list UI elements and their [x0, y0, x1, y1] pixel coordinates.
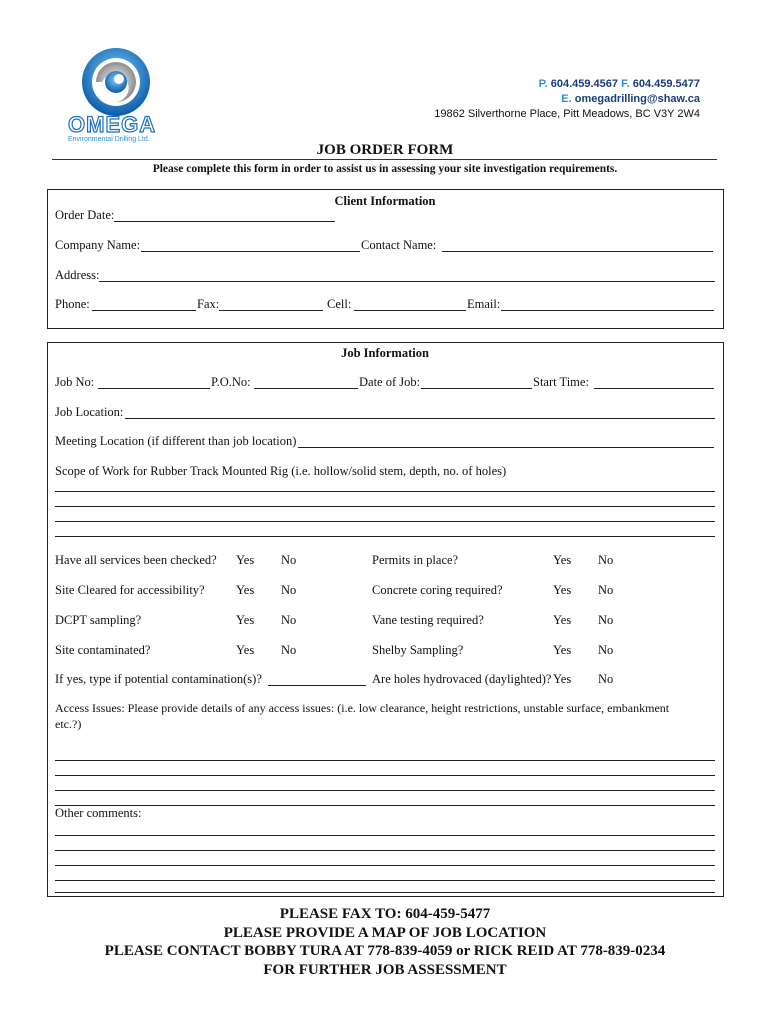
order-date-label: Order Date:: [55, 208, 115, 222]
phone-number: 604.459.4567: [550, 78, 619, 90]
no-option[interactable]: No: [281, 643, 297, 657]
job-no-field[interactable]: [98, 388, 210, 389]
no-option[interactable]: No: [598, 643, 614, 657]
yes-option[interactable]: Yes: [553, 553, 572, 567]
cell-field[interactable]: [354, 310, 466, 311]
access-issues-label: Access Issues: Please provide details of any access issues: (i.e. low clearance, height restrictions, unstable surface, embankment: [55, 701, 670, 715]
scope-line[interactable]: [55, 491, 715, 492]
logo-tagline: Environmental Drilling Ltd.: [68, 136, 150, 143]
no-option[interactable]: No: [598, 553, 614, 567]
client-information-section: [47, 189, 724, 329]
question-vane-testing: Vane testing required?: [372, 613, 484, 627]
comments-line[interactable]: [55, 835, 715, 836]
yes-option[interactable]: Yes: [553, 583, 572, 597]
comments-line[interactable]: [55, 880, 715, 881]
title-divider: [52, 159, 717, 160]
scope-line[interactable]: [55, 506, 715, 507]
date-of-job-field[interactable]: [421, 388, 532, 389]
access-issues-line[interactable]: [55, 790, 715, 791]
comments-line[interactable]: [55, 892, 715, 893]
job-no-label: Job No:: [55, 375, 95, 389]
comments-line[interactable]: [55, 865, 715, 866]
footer-contact-line: PLEASE CONTACT BOBBY TURA AT 778-839-4059 or RICK REID AT 778-839-0234: [104, 943, 666, 959]
question-services-checked: Have all services been checked?: [55, 553, 217, 567]
access-issues-line[interactable]: [55, 775, 715, 776]
question-shelby-sampling: Shelby Sampling?: [372, 643, 464, 657]
scope-line[interactable]: [55, 521, 715, 522]
question-site-cleared: Site Cleared for accessibility?: [55, 583, 205, 597]
omega-swirl-icon: [60, 42, 180, 122]
no-option[interactable]: No: [281, 613, 297, 627]
no-option[interactable]: No: [281, 583, 297, 597]
email-address[interactable]: omegadrilling@shaw.ca: [574, 93, 700, 105]
address-field[interactable]: [99, 281, 715, 282]
fax-label: F.: [621, 78, 630, 90]
cell-field-label: Cell:: [327, 297, 352, 311]
question-dcpt-sampling: DCPT sampling?: [55, 613, 142, 627]
fax-field[interactable]: [219, 310, 323, 311]
scope-of-work-label: Scope of Work for Rubber Track Mounted Rig (i.e. hollow/solid stem, depth, no. of holes): [55, 464, 507, 478]
po-no-field[interactable]: [254, 388, 358, 389]
job-info-heading: Job Information: [341, 346, 429, 360]
fax-field-label: Fax:: [197, 297, 220, 311]
yes-option[interactable]: Yes: [236, 613, 255, 627]
question-hydrovaced: Are holes hydrovaced (daylighted)?: [372, 672, 552, 686]
scope-line[interactable]: [55, 536, 715, 537]
yes-option[interactable]: Yes: [236, 643, 255, 657]
date-of-job-label: Date of Job:: [359, 375, 421, 389]
question-site-contaminated: Site contaminated?: [55, 643, 151, 657]
email-field-label: Email:: [467, 297, 501, 311]
yes-option[interactable]: Yes: [236, 583, 255, 597]
meeting-location-field[interactable]: [298, 447, 714, 448]
question-concrete-coring: Concrete coring required?: [372, 583, 503, 597]
contact-name-label: Contact Name:: [361, 238, 437, 252]
yes-option[interactable]: Yes: [236, 553, 255, 567]
comments-line[interactable]: [55, 850, 715, 851]
question-permits: Permits in place?: [372, 553, 459, 567]
job-location-field[interactable]: [125, 418, 715, 419]
email-label: E.: [561, 93, 572, 105]
company-logo: [60, 42, 180, 142]
job-location-label: Job Location:: [55, 405, 124, 419]
fax-number: 604.459.5477: [632, 78, 700, 90]
company-name-label: Company Name:: [55, 238, 141, 252]
yes-option[interactable]: Yes: [553, 643, 572, 657]
other-comments-label: Other comments:: [55, 806, 142, 820]
no-option[interactable]: No: [281, 553, 297, 567]
order-date-field[interactable]: [114, 221, 335, 222]
meeting-location-label: Meeting Location (if different than job location): [55, 434, 297, 448]
footer-fax-line: PLEASE FAX TO: 604-459-5477: [279, 906, 491, 922]
no-option[interactable]: No: [598, 672, 614, 686]
email-field[interactable]: [501, 310, 714, 311]
form-subtitle: Please complete this form in order to assist us in assessing your site investigation requirements.: [152, 163, 618, 175]
client-info-heading: Client Information: [334, 194, 436, 208]
yes-option[interactable]: Yes: [553, 613, 572, 627]
access-issues-line[interactable]: [55, 805, 715, 806]
form-title: JOB ORDER FORM: [316, 142, 454, 158]
contact-name-field[interactable]: [442, 251, 713, 252]
po-no-label: P.O.No:: [211, 375, 251, 389]
phone-field[interactable]: [92, 310, 196, 311]
footer-map-line: PLEASE PROVIDE A MAP OF JOB LOCATION: [223, 924, 547, 941]
access-issues-label-cont: etc.?): [55, 717, 82, 731]
start-time-label: Start Time:: [533, 375, 589, 389]
footer-assessment-line: FOR FURTHER JOB ASSESSMENT: [263, 961, 507, 978]
contact-block: [434, 77, 700, 122]
no-option[interactable]: No: [598, 583, 614, 597]
phone-field-label: Phone:: [55, 297, 90, 311]
phone-label: P.: [538, 78, 548, 90]
address-text: 19862 Silverthorne Place, Pitt Meadows, BC V3Y 2W4: [434, 108, 700, 120]
logo-wordmark: OMEGA: [68, 112, 157, 137]
company-name-field[interactable]: [141, 251, 360, 252]
footer-instructions: [0, 905, 770, 979]
address-label: Address:: [55, 268, 100, 282]
access-issues-line[interactable]: [55, 760, 715, 761]
no-option[interactable]: No: [598, 613, 614, 627]
question-contamination-type: If yes, type if potential contamination(s)?: [55, 672, 262, 686]
start-time-field[interactable]: [594, 388, 714, 389]
yes-option[interactable]: Yes: [553, 672, 572, 686]
contamination-type-field[interactable]: [268, 685, 366, 686]
